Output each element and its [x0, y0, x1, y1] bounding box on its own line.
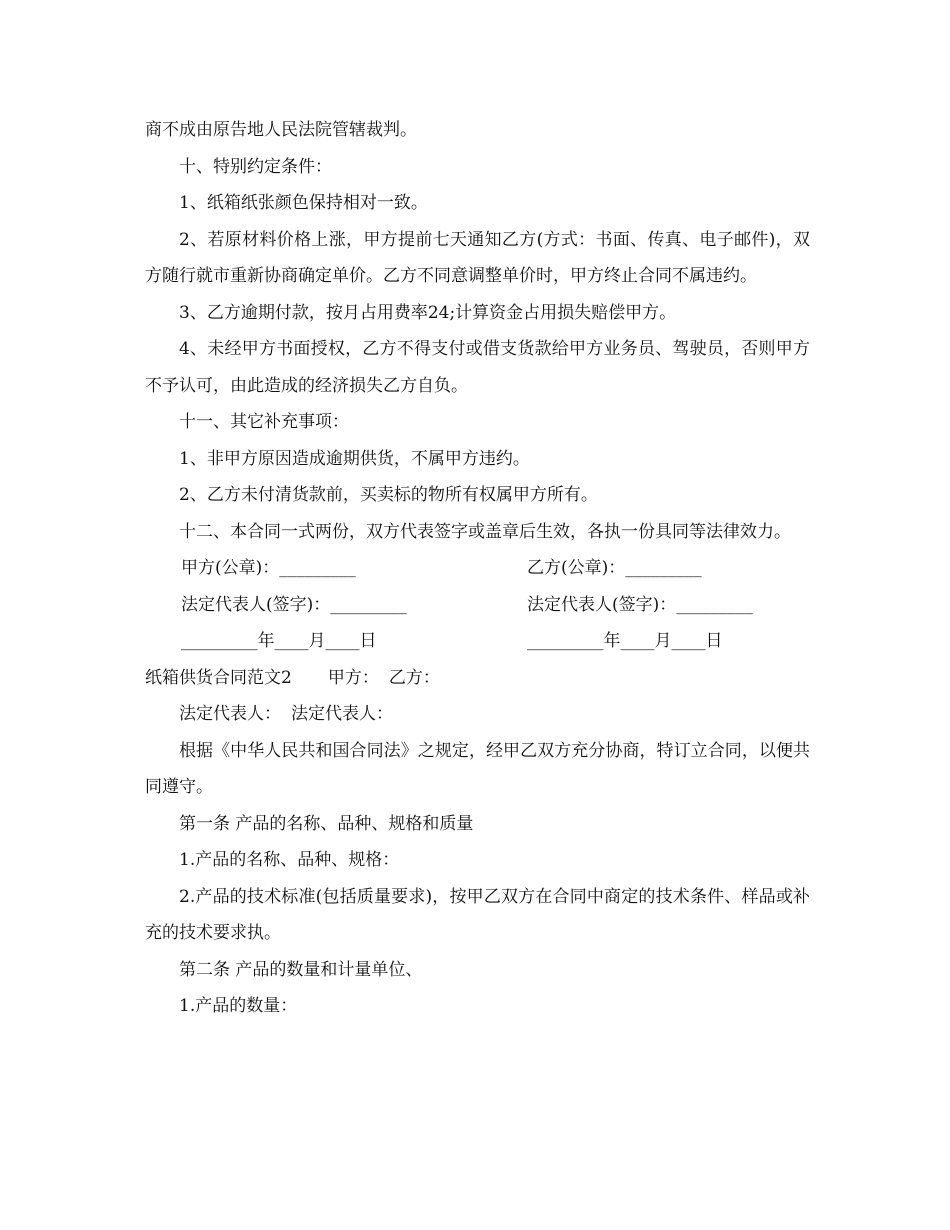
second-rep-b-label: 法定代表人： — [291, 704, 393, 724]
clause-11-2: 2、乙方未付清货款前，买卖标的物所有权属甲方所有。 — [179, 485, 598, 505]
party-b-representative-field: 法定代表人(签字)：_________ — [527, 594, 753, 615]
party-a-seal-field: 甲方(公章)：_________ — [181, 558, 356, 578]
second-contract-title-line — [145, 660, 810, 697]
second-representatives-line — [145, 696, 810, 733]
paragraph-dispute-end: 商不成由原告地人民法院管辖裁判。 — [145, 120, 417, 140]
party-a-representative-field: 法定代表人(签字)：_________ — [181, 594, 407, 615]
party-b-seal-field: 乙方(公章)：_________ — [527, 558, 702, 578]
clause-12: 十二、本合同一式两份，双方代表签字或盖章后生效，各执一份具同等法律效力。 — [179, 521, 791, 542]
clause-10-2: 2、若原材料价格上涨，甲方提前七天通知乙方(方式：书面、传真、电子邮件)，双方随行就市重新协商确定单价。乙方不同意调整单价时，甲方终止合同不属违约。 — [145, 229, 810, 286]
second-party-a-label: 甲方： — [327, 667, 379, 688]
article-2-item-1: 1.产品的数量： — [179, 996, 298, 1016]
second-party-b-label: 乙方： — [388, 667, 440, 688]
article-1-item-2: 2.产品的技术标准(包括质量要求)，按甲乙双方在合同中商定的技术条件、样品或补充的技术要求执。 — [145, 886, 810, 943]
heading-special-terms: 十、特别约定条件： — [179, 156, 332, 177]
clause-10-1: 1、纸箱纸张颜色保持相对一致。 — [179, 193, 428, 213]
second-contract-title: 纸箱供货合同范文2 — [145, 667, 292, 688]
article-1-item-1: 1.产品的名称、品种、规格： — [179, 850, 400, 870]
party-b-date-field: _________年____月____日 — [527, 631, 723, 651]
second-rep-a-label: 法定代表人： — [179, 704, 281, 724]
signature-row-representative — [145, 587, 810, 624]
clause-11-1: 1、非甲方原因造成逾期供货，不属甲方违约。 — [179, 448, 530, 469]
signature-row-seal — [145, 550, 810, 587]
signature-row-date — [145, 623, 810, 660]
clause-10-3: 3、乙方逾期付款，按月占用费率24;计算资金占用损失赔偿甲方。 — [179, 302, 677, 323]
second-intro: 根据《中华人民共和国合同法》之规定，经甲乙双方充分协商，特订立合同，以便共同遵守。 — [145, 740, 810, 797]
heading-supplementary: 十一、其它补充事项： — [179, 412, 349, 432]
document-page — [145, 112, 810, 1025]
clause-10-4: 4、未经甲方书面授权，乙方不得支付或借支货款给甲方业务员、驾驶员，否则甲方不予认可，由此造成的经济损失乙方自负。 — [145, 339, 810, 396]
article-1-heading: 第一条 产品的名称、品种、规格和质量 — [179, 813, 474, 834]
article-2-heading: 第二条 产品的数量和计量单位、 — [179, 959, 423, 980]
party-a-date-field: _________年____月____日 — [181, 631, 377, 651]
